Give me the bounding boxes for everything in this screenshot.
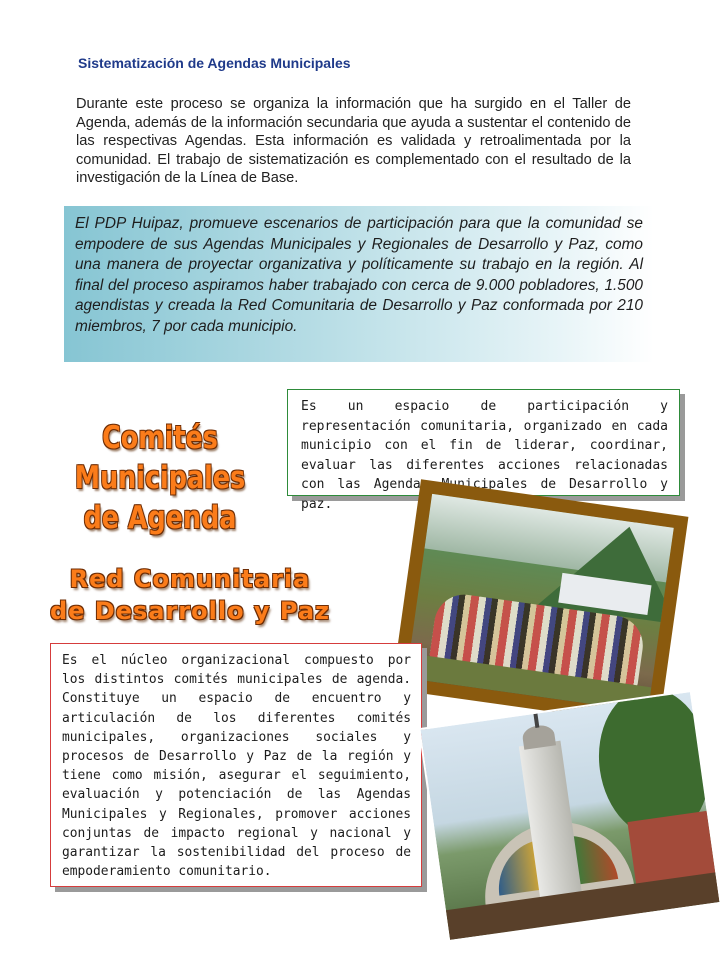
red-heading-line2: de Desarrollo y Paz: [49, 597, 331, 625]
red-heading-line1: Red Comunitaria: [69, 565, 311, 593]
highlight-text: El PDP Huipaz, promueve escenarios de participación para que la comunidad se empodere de sus Agendas Municipales y Regionales de Desarrollo y Paz, como una manera de proyectar organizativa y políticamente su trabajo en la región. Al final del proceso aspiramos haber trabajado con cerca de 9.000 pobladores, 1.500 agendistas y creada la Red Comunitaria de Desarrollo y Paz conformada por 210 miembros, 7 por cada municipio.: [75, 215, 643, 335]
church-photo: [418, 690, 720, 942]
red-description-box: [50, 643, 422, 887]
intro-paragraph: Durante este proceso se organiza la información que ha surgido en el Taller de Agenda, además de la información secundaria que ayuda a sustentar el contenido de las respectivas Agendas. Esta información es validada y retroalimentada por la comunidad. El trabajo de sistematización es complementado con el resultado de la investigación de la Línea de Base.: [76, 96, 631, 186]
group-photo-frame: [392, 479, 689, 727]
red-heading: [40, 563, 340, 627]
group-photo: [406, 494, 674, 712]
red-description: Es el núcleo organizacional compuesto por los distintos comités municipales de agenda. Constituye un espacio de encuentro y articulación de los diferentes comités municipales, organizaciones sociales y procesos de Desarrollo y Paz de la región y tiene como misión, asegurar el seguimiento, evaluación y potenciación de las Agendas Municipales y Regionales, promover acciones conjuntas de impacto regional y nacional y garantizar la sostenibilidad del proceso de empoderamiento comunitario.: [62, 653, 411, 880]
comites-heading-line2: de Agenda: [83, 500, 237, 536]
highlight-box: [64, 206, 654, 362]
comites-heading: [53, 418, 266, 538]
comites-description-box: [287, 389, 680, 512]
section-title: Sistematización de Agendas Municipales: [78, 55, 351, 71]
comites-heading-line1: Comités Municipales: [74, 420, 246, 496]
comites-description: Es un espacio de participación y representación comunitaria, organizado en cada municipio con el fin de liderar, coordinar, evaluar las diferentes acciones relacionadas con las Agendas Municipales de Desarrollo y paz.: [301, 399, 668, 512]
church-cross-icon: [533, 714, 539, 728]
